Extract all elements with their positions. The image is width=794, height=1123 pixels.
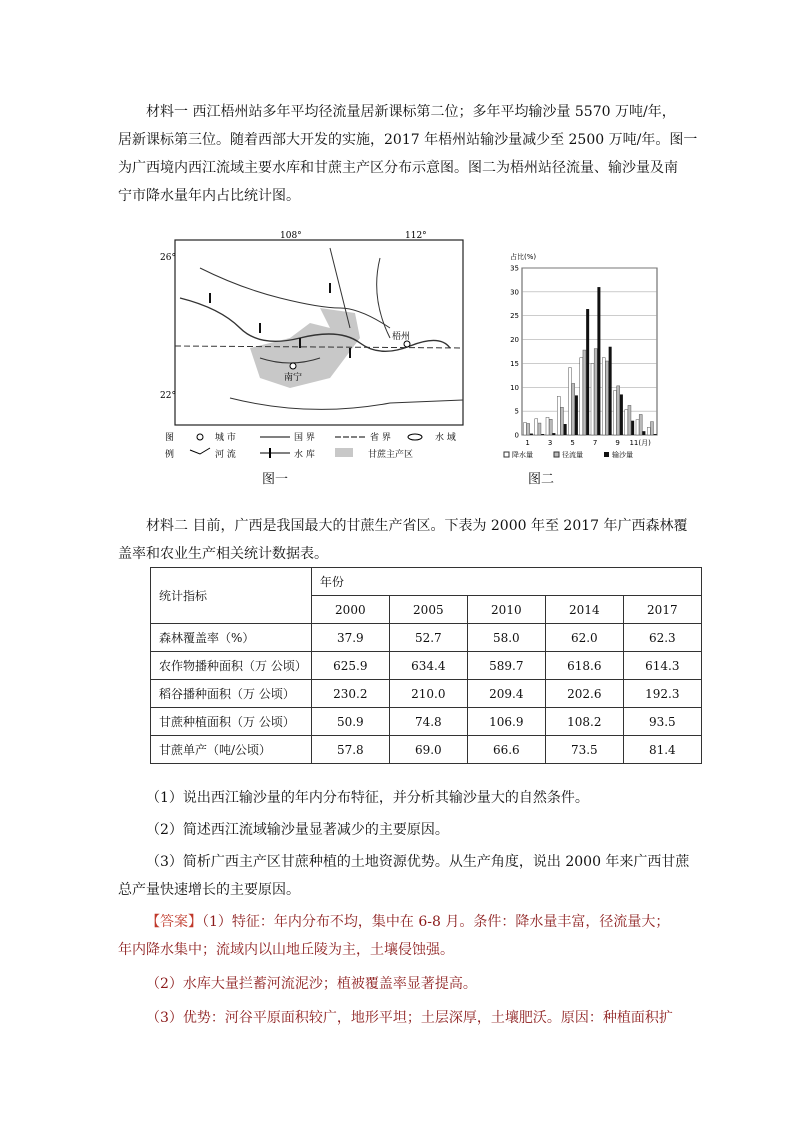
table-group-header: 年份	[311, 568, 701, 596]
city-icon	[290, 363, 296, 369]
bar-降水量	[647, 427, 650, 435]
svg-text:水 库: 水 库	[294, 450, 315, 460]
city-label: 南宁	[284, 373, 303, 383]
svg-text:城 市: 城 市	[215, 433, 236, 443]
bar-径流量	[639, 414, 642, 435]
bar-输沙量	[586, 309, 589, 435]
plot-frame	[522, 268, 657, 435]
svg-text:径流量: 径流量	[562, 451, 583, 459]
bar-径流量	[628, 405, 631, 435]
table-corner: 统计指标	[151, 568, 312, 624]
y-axis-label: 占比(%)	[510, 253, 537, 261]
bar-输沙量	[620, 394, 623, 435]
bar-径流量	[560, 407, 563, 435]
table-cell: 57.8	[311, 736, 389, 764]
table-cell: 58.0	[467, 624, 545, 652]
bar-输沙量	[575, 395, 578, 435]
chart-legend	[504, 450, 633, 459]
svg-text:国 界: 国 界	[294, 433, 315, 443]
year-header: 2005	[389, 596, 467, 624]
table-row	[151, 736, 702, 764]
statistics-table	[150, 567, 702, 764]
x-tick-label: 11(月)	[629, 439, 651, 447]
bar-径流量	[617, 386, 620, 435]
bar-输沙量	[552, 433, 555, 435]
answer-1: 年内降水集中；流域内以山地丘陵为主，土壤侵蚀强。	[118, 942, 454, 958]
question-1: （1）说出西江输沙量的年内分布特征，并分析其输沙量大的自然条件。	[146, 790, 589, 806]
table-cell: 209.4	[467, 680, 545, 708]
material2-text: 材料二 目前，广西是我国最大的甘蔗生产省区。下表为 2000 年至 2017 年广西森林覆	[146, 518, 688, 534]
table-cell: 62.3	[623, 624, 701, 652]
table-cell: 69.0	[389, 736, 467, 764]
table-cell: 634.4	[389, 652, 467, 680]
bar-降水量	[524, 423, 527, 435]
bar-降水量	[614, 391, 617, 435]
table-cell: 37.9	[311, 624, 389, 652]
svg-text:图: 图	[165, 433, 175, 443]
bar-降水量	[569, 368, 572, 435]
svg-text:省 界: 省 界	[370, 433, 391, 443]
answer-2: （2）水库大量拦蓄河流泥沙；植被覆盖率显著提高。	[146, 976, 477, 992]
question-3: （3）简析广西主产区甘蔗种植的土地资源优势。从生产角度，说出 2000 年来广西甘蔗	[146, 854, 690, 870]
city-label: 梧州	[392, 332, 411, 342]
bar-降水量	[636, 420, 639, 435]
bar-输沙量	[597, 287, 600, 435]
table-cell: 106.9	[467, 708, 545, 736]
material1-text: 材料一 西江梧州站多年平均径流量居新课标第二位；多年平均输沙量 5570 万吨/年，	[146, 104, 676, 120]
x-tick-label: 3	[547, 439, 553, 447]
material2-text: 盖率和农业生产相关统计数据表。	[118, 546, 328, 562]
svg-text:水 域: 水 域	[435, 433, 456, 443]
answer-3: （3）优势：河谷平原面积较广，地形平坦；土层深厚，土壤肥沃。原因：种植面积扩	[146, 1010, 673, 1026]
table-cell: 81.4	[623, 736, 701, 764]
table-cell: 66.6	[467, 736, 545, 764]
table-row	[151, 708, 702, 736]
question-3: 总产量快速增长的主要原因。	[118, 882, 300, 898]
table-cell: 52.7	[389, 624, 467, 652]
bar-降水量	[591, 363, 594, 435]
bar-输沙量	[631, 421, 634, 435]
bar-径流量	[605, 361, 608, 435]
bar-输沙量	[541, 434, 544, 435]
table-cell: 202.6	[545, 680, 623, 708]
bar-径流量	[527, 424, 530, 435]
bar-径流量	[650, 422, 653, 435]
table-cell: 625.9	[311, 652, 389, 680]
lat-label: 26°	[160, 253, 176, 263]
material1-text: 为广西境内西江流域主要水库和甘蔗主产区分布示意图。图二为梧州站径流量、输沙量及南	[118, 160, 678, 176]
bar-输沙量	[530, 434, 533, 435]
row-label: 甘蔗种植面积（万 公顷）	[151, 708, 312, 736]
table-cell: 62.0	[545, 624, 623, 652]
material1-text: 居新课标第三位。随着西部大开发的实施，2017 年梧州站输沙量减少至 2500 万吨/年。图一	[118, 132, 698, 148]
bar-降水量	[535, 419, 538, 435]
table-cell: 93.5	[623, 708, 701, 736]
table-cell: 50.9	[311, 708, 389, 736]
table-cell: 108.2	[545, 708, 623, 736]
row-label: 农作物播种面积（万 公顷）	[151, 652, 312, 680]
bar-降水量	[557, 396, 560, 435]
table-cell: 230.2	[311, 680, 389, 708]
bar-输沙量	[642, 431, 645, 435]
material1-text: 宁市降水量年内占比统计图。	[118, 188, 300, 204]
table-cell: 210.0	[389, 680, 467, 708]
x-tick-label: 9	[615, 439, 620, 447]
bar-chart	[500, 250, 665, 465]
y-tick-label: 0	[514, 431, 519, 440]
year-header: 2000	[311, 596, 389, 624]
svg-text:例: 例	[165, 450, 175, 460]
table-row	[151, 680, 702, 708]
map-legend	[165, 431, 456, 460]
figure1-caption: 图一	[262, 472, 289, 487]
table-row	[151, 652, 702, 680]
svg-text:河 流: 河 流	[215, 450, 236, 460]
y-tick-label: 30	[510, 288, 519, 297]
lon-label: 108°	[280, 231, 302, 241]
row-label: 森林覆盖率（%）	[151, 624, 312, 652]
bar-径流量	[594, 349, 597, 435]
bar-降水量	[602, 358, 605, 435]
bar-输沙量	[654, 434, 657, 435]
figure2-caption: 图二	[528, 472, 555, 487]
table-row	[151, 624, 702, 652]
bar-径流量	[549, 419, 552, 435]
svg-text:输沙量: 输沙量	[612, 451, 633, 459]
row-label: 甘蔗单产（吨/公顷）	[151, 736, 312, 764]
bar-输沙量	[609, 347, 612, 435]
x-tick-label: 5	[570, 439, 575, 447]
map-figure	[160, 228, 480, 468]
y-tick-label: 35	[510, 264, 519, 273]
y-tick-label: 5	[514, 407, 519, 416]
svg-text:降水量: 降水量	[512, 451, 533, 459]
year-header: 2017	[623, 596, 701, 624]
table-cell: 192.3	[623, 680, 701, 708]
bar-降水量	[580, 358, 583, 435]
bar-径流量	[538, 423, 541, 435]
table-cell: 73.5	[545, 736, 623, 764]
svg-text:甘蔗主产区: 甘蔗主产区	[368, 450, 414, 460]
table-cell: 74.8	[389, 708, 467, 736]
bar-径流量	[572, 383, 575, 435]
answer-1: 【答案】（1）特征：年内分布不均，集中在 6-8 月。条件：降水量丰富，径流量大；	[146, 914, 670, 930]
year-header: 2010	[467, 596, 545, 624]
year-header: 2014	[545, 596, 623, 624]
bar-输沙量	[564, 424, 567, 435]
lat-label: 22°	[160, 391, 176, 401]
y-tick-label: 25	[510, 312, 519, 321]
bar-降水量	[546, 417, 549, 435]
x-tick-label: 1	[525, 439, 530, 447]
table-cell: 618.6	[545, 652, 623, 680]
question-2: （2）简述西江流域输沙量显著减少的主要原因。	[146, 822, 449, 838]
table-cell: 614.3	[623, 652, 701, 680]
y-tick-label: 15	[510, 359, 519, 368]
row-label: 稻谷播种面积（万 公顷）	[151, 680, 312, 708]
bar-径流量	[583, 350, 586, 435]
y-tick-label: 10	[510, 383, 519, 392]
table-cell: 589.7	[467, 652, 545, 680]
y-tick-label: 20	[510, 336, 519, 345]
x-tick-label: 7	[592, 439, 598, 447]
lon-label: 112°	[405, 231, 427, 241]
bar-降水量	[625, 410, 628, 435]
